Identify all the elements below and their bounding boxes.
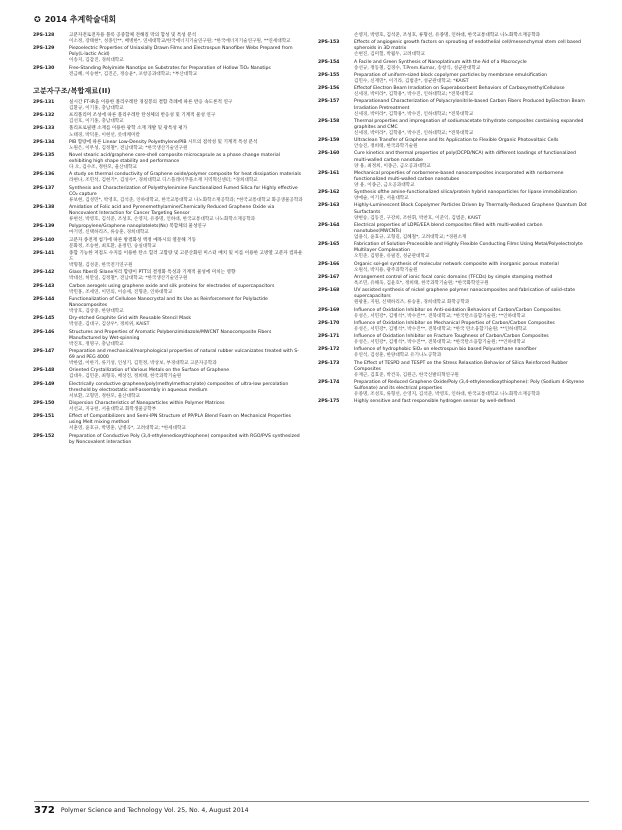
- entry-title: Preparationand Characterization of Polyacrylonitrile-based Carbon Fibers Produced byElectron Beam Irradiation Pretreatment: [354, 99, 585, 111]
- entry-id: 2PS-163: [318, 203, 340, 209]
- entry-id: 2PS-164: [318, 222, 340, 228]
- entry-authors: 박한엽, 이한기, 류기성, 인성기, 김민정, 박상보, 부경대학교 고분자공학과: [69, 361, 217, 367]
- abstract-entry: [318, 242, 588, 260]
- abstract-entry: [318, 308, 588, 320]
- entry-id: 2PS-128: [33, 33, 55, 38]
- entry-title: Oriented Crystallization of Various Metals on the Surface of Graphene: [69, 368, 230, 374]
- entry-title: Fabrication of Solution-Processible and Highly Flexible Conducting Films Using Metal/Polyelectrolyte Multilayer Complexation: [354, 242, 583, 254]
- abstract-entry: [33, 205, 303, 223]
- entry-title: Effectof Electron Beam Irradiation on Superabsorbent Behaviors of CarboxymethylCellulose: [354, 86, 565, 92]
- entry-id: 2PS-160: [318, 151, 340, 157]
- entry-authors: 서보환, 고형민, 정한모, 울산대학교: [69, 393, 140, 399]
- entry-authors: 박진호, 정명구, 충남대학교: [69, 341, 124, 347]
- entry-authors: 유성은, 서민강*, 김병석*, 박수진**, 전북대학교; *한국 탄소융합기술원; **인하대학교: [354, 326, 527, 332]
- entry-body: [354, 171, 588, 189]
- entry-id: 2PS-161: [318, 170, 340, 176]
- entry-id: 2PS-131: [33, 99, 55, 105]
- entry-title: Preparation of Conductive Poly (3,4-ethylenedioxythiophene) composited with RGO/PVS synthesized by Noncovalent interaction: [69, 433, 300, 445]
- entry-authors: 옥조민, 유해욱, 김윤호*, 정희태, 한국과학기술원; *한국화학연구원: [354, 280, 489, 286]
- abstract-entry: [318, 119, 588, 137]
- entry-authors: 김대우, 김민준, 최형욱, 배상진, 정희태, 한국과학기술원: [69, 374, 182, 380]
- entry-id: 2PS-132: [33, 113, 55, 119]
- entry-title: Piezoelectric Properties of Uniaxially Drawn Films and Electrospun Nanofiber Webs Prepared from Poly(L-lactic Acid): [69, 46, 293, 58]
- entry-title: Glass fiber와 Silane처리 함량이 PTT의 결정화 특성과 기계적 물성에 미치는 영향: [69, 270, 236, 276]
- abstract-entry: [33, 368, 303, 380]
- entry-body: [354, 308, 588, 320]
- entry-body: [354, 334, 588, 346]
- abstract-entry: [33, 46, 303, 64]
- entry-title: Effect of Compatibilizers and Semi-IPN Structure of PP/PLA Blend Foam on Mechanical Properties using Melt mixing method: [69, 414, 291, 426]
- entry-body: [69, 126, 303, 138]
- entry-title: Effects of angiogenic growth factors on sprouting of endothelial cell/mesenchymal stem cell based spheroids in 3D matrix: [354, 40, 581, 52]
- abstract-entry: [33, 238, 303, 250]
- entry-body: [69, 401, 303, 413]
- entry-body: [69, 172, 303, 184]
- entry-id: 2PS-167: [318, 274, 340, 280]
- entry-body: [69, 66, 303, 78]
- entry-body: [354, 138, 588, 150]
- entry-title: Highly sensitive and fast responsible hydrogen sensor by well-defined: [354, 399, 515, 405]
- page-number: 372: [34, 805, 55, 816]
- abstract-entry: [318, 347, 588, 359]
- entry-title: PIB 함량에 따른 Linear Low-Density Polyethylene/PIB 시트의 점착성 및 기계적 특성 분석: [69, 139, 258, 145]
- entry-body: [69, 330, 303, 348]
- entry-authors: 이소정, 장태현*, 성종인**, 배병한*, 연세대학교/한국에너지기술연구원; *한국에너지기술연구원, **연세대학교: [69, 39, 291, 45]
- entry-authors: 오원석, 박지용, 광주과학기술원: [354, 267, 418, 273]
- abstract-entry: [33, 224, 303, 236]
- entry-authors: 박성준, 김대구, 김상우*, 정희위, KAIST: [69, 322, 150, 328]
- abstract-entry: [318, 334, 588, 346]
- entry-authors: 박상호, 김상중, 한양대학교: [69, 309, 124, 315]
- entry-authors: 김선호, 이기홍, 충남대학교: [69, 119, 124, 125]
- entry-id: 2PS-149: [33, 381, 55, 387]
- abstract-entry: [33, 126, 303, 138]
- abstract-entry: [33, 382, 303, 400]
- entry-title: Synthesis and Characterization of Polyethylenimine Functionalized Fumed Silica for Highly effective CO₂ capture: [69, 185, 298, 197]
- entry-body: [69, 33, 303, 45]
- entry-body: [69, 238, 303, 250]
- abstract-entry: [33, 153, 303, 171]
- entry-id: 2PS-144: [33, 296, 55, 302]
- abstract-entry: [33, 100, 303, 112]
- entry-id: 2PS-165: [318, 242, 340, 248]
- entry-authors: 다 오, 김수조, 정한모, 울산대학교: [69, 165, 137, 171]
- entry-title: Influence of Oxidation Inhibitor on Fracture Toughness of Carbon/Carbon Composites: [354, 334, 549, 340]
- abstract-entry: [318, 223, 588, 241]
- entry-id: 2PS-157: [318, 99, 340, 105]
- entry-body: [69, 349, 303, 367]
- entry-body: [69, 205, 303, 223]
- page-footer: [34, 805, 249, 816]
- entry-title: Thermal properties and impregnation of sodiumacetate trihydrate composites containing expanded graphites and CMC: [354, 118, 584, 130]
- entry-body: [354, 288, 588, 306]
- entry-id: 2PS-166: [318, 261, 340, 267]
- entry-authors: 원팡훈, 지원, 신택하리즈, 류승훈, 경희대학교 화학공학과: [354, 300, 470, 306]
- entry-body: [354, 321, 588, 333]
- abstract-entry: [33, 270, 303, 282]
- section-heading: 고분자구조/복합재료(II): [33, 86, 111, 95]
- abstract-entry: [318, 138, 588, 150]
- abstract-entry: [318, 203, 588, 221]
- entry-body: [69, 297, 303, 315]
- entry-body: [354, 33, 588, 39]
- entry-authors: 서훈영, 윤호규, 박명훈, 남병곡*, 고려대학교; *한세대학교: [69, 426, 186, 432]
- entry-authors: 유재근, 김효준, 박건욱, 김원근, 한국신발피혁연구원: [354, 372, 459, 378]
- entry-body: [69, 284, 303, 296]
- abstract-entry: [318, 321, 588, 333]
- entry-id: 2PS-173: [318, 360, 340, 366]
- entry-title: Mechanical properties of norbornene-based nanocomposites incorporated with norbornene functionalized multi-walled carbon nanotubes: [354, 170, 564, 182]
- entry-authors: 신세경, 박미라*, 김학용*, 박수진, 인하대학교; *전북대학교: [354, 92, 474, 98]
- entry-title: Free-Standing Polyimide Nanotips on Substrates for Preparation of Hollow TiO₂ Nanotips: [69, 65, 271, 71]
- entry-id: 2PS-171: [318, 334, 340, 340]
- entry-id: 2PS-129: [33, 46, 55, 52]
- entry-title: Electrical properties of LDPE/EEA blend composites filled with multi-walled carbon nanotubes(MWCNTs): [354, 222, 543, 234]
- entry-id: 2PS-159: [318, 138, 340, 144]
- entry-title: Cure kinetics and thermal properties of poly(DCPD/NCA) with different loadings of functionalized multi-walled carbon nanotube: [354, 151, 576, 163]
- abstract-entry: [33, 401, 303, 413]
- entry-body: [69, 414, 303, 432]
- abstract-entry: [318, 275, 588, 287]
- entry-id: 2PS-139: [33, 224, 55, 230]
- page-header: [34, 14, 116, 25]
- entry-id: 2PS-158: [318, 118, 340, 124]
- entry-id: 2PS-150: [33, 400, 55, 406]
- entry-title: Influence of hydrophobic SiO₂ on electrospun bio based Polyurethane nanofiber: [354, 347, 537, 353]
- abstract-entry: [318, 33, 588, 39]
- entry-id: 2PS-146: [33, 329, 55, 335]
- abstract-entry: [33, 330, 303, 348]
- entry-authors: 서선교, 지규헌, 서울대학교 화학생물공학부: [69, 407, 157, 413]
- entry-title: Polypropylene/Graphene nanoplatelets(Ns) 복합체의 물성연구: [69, 224, 207, 230]
- entry-title: Influence of Oxidation Inhibitor on Anti-oxidation Behaviors of Carbon/Carbon Composites: [354, 307, 561, 313]
- entry-id: 2PS-151: [33, 414, 55, 420]
- entry-authors: 박민홍, 조세연, 이민의, 이승세, 진형준, 인하대학교: [69, 289, 173, 295]
- entry-authors: 유성은, 서민강*, 김병석*, 박수진**, 전북대학교; *한국탄소융합기술원; **인하대학교: [354, 313, 526, 319]
- entry-body: [69, 224, 303, 236]
- conference-title: 2014 추계학술대회: [44, 15, 117, 24]
- entry-body: [354, 262, 588, 274]
- entry-authors: 양예슬, 이기훈, 서울대학교: [354, 196, 409, 202]
- entry-id: 2PS-154: [318, 59, 340, 65]
- entry-id: 2PS-140: [33, 237, 55, 243]
- entry-body: [354, 99, 588, 117]
- entry-title: Arrangement control of ionic focal conic domains (TFCDs) by simple stamping method: [354, 274, 553, 280]
- entry-title: Ultraclean Transfer of Graphene and Its Application to Flexible Organic Photovoltaic Cells: [354, 138, 559, 144]
- entry-title: Influence of Oxidation Inhibitor on Mechanical Properties of Carbon/Carbon Composites: [354, 320, 555, 326]
- entry-id: 2PS-147: [33, 348, 55, 354]
- abstract-entry: [33, 349, 303, 367]
- entry-body: [354, 223, 588, 241]
- entry-body: [354, 275, 588, 287]
- entry-body: [354, 151, 588, 169]
- entry-authors: 류보현, 김성민*, 박영호, 김석준, 인하대학교, 한국교통대학교 나노화학소재공학과; *한국교통대학교 화공생물공학과: [69, 197, 303, 203]
- abstract-entry: [33, 33, 303, 45]
- abstract-entry: [318, 190, 588, 202]
- entry-authors: 신세경, 박미라*, 김학용*, 박수진, 인하대학교; *전북대학교: [354, 111, 474, 117]
- left-column: [33, 33, 303, 447]
- entry-authors: 문화정, 조승현, 최호환, 윤정민, 숭실대학교: [69, 243, 157, 249]
- entry-authors: 신세경, 박미라*, 김학용*, 박수진, 인하대학교; *전북대학교: [354, 130, 474, 136]
- entry-body: [69, 382, 303, 400]
- entry-title: Preparation of Reduced Graphene Oxide/Poly (3,4-ethylenedioxythiophene): Poly (Sodium 4-Styrene Sulfonate) and its electrical properties: [354, 380, 585, 392]
- entry-body: [354, 399, 588, 405]
- entry-body: [69, 153, 303, 171]
- entry-id: 2PS-130: [33, 65, 55, 71]
- abstract-entry: [318, 60, 588, 72]
- conference-logo-icon: ✪: [34, 15, 41, 24]
- entry-title: A study on thermal conductivity of Graphene oxide/polymer composite for heat dissipation materials: [69, 172, 302, 178]
- entry-authors: 노원은, 이무성, 김정철*, 전남대학교; *한국생산기술연구원: [69, 145, 188, 151]
- entry-id: 2PS-169: [318, 307, 340, 313]
- entry-id: 2PS-155: [318, 72, 340, 78]
- entry-id: 2PS-172: [318, 347, 340, 353]
- entry-title: Structures and Properties of Aromatic Polybenzimidazole/MWCNT Nanocomposite Fibers Manufactured by Wet-spinning: [69, 329, 272, 341]
- entry-authors: 양현승, 김동진, 구강희, 조한휘, 박찬호, 이준익, 김범준, KAIST: [354, 215, 481, 221]
- entry-authors: 노태경, 박덕훈, 이현선, 롯데케미칼: [69, 132, 140, 138]
- entry-authors: 안승진, 정희태, 한국과학기술원: [354, 144, 418, 150]
- entry-authors: 양 용, 최정희, 이종근, 금오공과대학교: [354, 163, 431, 169]
- entry-title: Dispersion Characteristics of Nanoparticles within Polymer Matrices: [69, 400, 225, 406]
- abstract-entry: [318, 151, 588, 169]
- entry-title: Novel stearic acid/graphene core-shell composite microcapsule as a phase change material exhibiting high shape stability and performance: [69, 152, 280, 165]
- entry-authors: 박대선, 허만일, 김정철*, 전남대학교; *한국생산기술연구원: [69, 276, 188, 282]
- entry-title: Electrically conductive graphene/poly(methylmethacrylate) composites of ultra-low percolation threshold by electrostatic self-assembly in aqueous medium: [69, 381, 289, 393]
- entry-title: 고분자전로전자용 블록 공중합체 전해질 막의 합성 및 특성 분석: [69, 33, 197, 38]
- entry-title: Organic sol-gel synthesis of molecular network composite with inorganic porous material: [354, 261, 559, 267]
- journal-citation: Polymer Science and Technology Vol. 25, No. 4, August 2014: [60, 807, 249, 814]
- entry-body: [354, 190, 588, 202]
- entry-id: 2PS-170: [318, 320, 340, 326]
- entry-title: 실시간 FT-IR을 이용한 폴리우레탄 경질봉의 결함 측례에 따른 반응 속도론적 연구: [69, 99, 233, 105]
- entry-title: Amidation of Folic acid and Pyrenemethylamine/Chemically Reduced Graphene Oxide via Noncovalent Interaction for Cancer Targeting Sensor: [69, 205, 275, 217]
- entry-authors: 마기영, 신택하리즈, 류승훈, 경희대학교: [69, 230, 149, 236]
- entry-authors: 박형철, 김성준, 한국전기연구원: [69, 263, 133, 269]
- abstract-entry: [33, 251, 303, 269]
- entry-authors: 양 용, 이종근, 금오공과대학교: [354, 183, 415, 188]
- abstract-entry: [318, 73, 588, 85]
- entry-id: [318, 33, 354, 39]
- entry-body: [69, 140, 303, 152]
- abstract-entry: [33, 140, 303, 152]
- abstract-entry: [33, 434, 303, 446]
- entry-title: Functionalization of Cellulose Nanocrystal and Its Use as Reinforcement for Polylactide Nanocomposites: [69, 296, 268, 308]
- entry-title: 손영지, 박영호, 김석준, 조성호, 류형선, 유종명, 인하대, 한국교통대학교 나노화학소재공학과: [354, 33, 541, 38]
- abstract-entry: [318, 171, 588, 189]
- entry-body: [69, 316, 303, 328]
- entry-authors: 엄용식, 윤효규, 고형길, 김혜철*, 고려대학교; *경원소재: [354, 235, 467, 241]
- entry-authors: 유연석, 김성훈, 한양대학교 유기나노공학과: [354, 353, 442, 359]
- entry-authors: 송선규, 정동철, 김경수, T.Prem.Kumar, 송창식, 성균관대학교: [354, 65, 481, 71]
- entry-body: [69, 186, 303, 204]
- entry-id: 2PS-152: [33, 433, 55, 439]
- entry-body: [354, 86, 588, 98]
- entry-id: 2PS-137: [33, 185, 55, 191]
- entry-authors: 김환규, 이기홍, 충남대학교: [69, 105, 124, 111]
- entry-authors: 오민준, 김명훈, 유필진, 성균관대학교: [354, 254, 430, 260]
- abstract-entry: [318, 380, 588, 398]
- abstract-entry: [33, 172, 303, 184]
- entry-id: 2PS-153: [318, 40, 340, 46]
- entry-id: 2PS-156: [318, 86, 340, 92]
- entry-body: [69, 251, 303, 269]
- entry-body: [69, 368, 303, 380]
- entry-body: [354, 203, 588, 221]
- entry-body: [69, 100, 303, 112]
- entry-title: 종합 기능한 저점도 수지를 이용한 탄소 힐러 고함량 및 고분산화된 미스터 배치 및 이를 이용한 고방열 고분자 컴파운드: [69, 250, 303, 263]
- abstract-entry: [33, 284, 303, 296]
- entry-title: 폴리프로필렌 소재를 이용한 광학 소재 개발 및 광특성 평가: [69, 126, 188, 132]
- entry-body: [354, 361, 588, 379]
- entry-body: [354, 242, 588, 260]
- entry-title: A Facile and Green Synthesis of Nanoplatinum with the Aid of a Macrocycle: [354, 59, 527, 65]
- entry-id: 2PS-141: [33, 250, 55, 256]
- entry-id: 2PS-175: [318, 399, 340, 405]
- entry-body: [354, 40, 588, 58]
- entry-id: 2PS-168: [318, 288, 340, 294]
- entry-id: 2PS-135: [33, 152, 55, 158]
- entry-id: 2PS-133: [33, 126, 55, 132]
- abstract-entry: [33, 414, 303, 432]
- abstract-entry: [33, 316, 303, 328]
- entry-title: Preparation and mechanical/morphological properties of natural rubber vulcanizates treated with S-69 and PEG 4000: [69, 348, 299, 360]
- abstract-entry: [318, 40, 588, 58]
- entry-authors: 김민수, 신재민*, 이기라, 김범준*, 성균관대학교; *KAIST: [354, 78, 469, 84]
- abstract-entry: [318, 399, 588, 405]
- entry-id: 2PS-138: [33, 205, 55, 210]
- entry-body: [354, 60, 588, 72]
- entry-title: Carbon aerogels using graphene oxide and silk proteins for electrodes of supercapacitors: [69, 283, 275, 289]
- footer-rule: [34, 801, 589, 802]
- entry-authors: 류현선, 박영호, 김석준, 조성호, 손영지, 유종명, 인하대, 한국교통대학교 나노화학소재공학과: [69, 217, 256, 223]
- entry-id: 2PS-162: [318, 190, 340, 196]
- entry-authors: 전금혜, 이승현*, 김진곤, 정승윤*, 포항공과대학교; *부산대학교: [69, 71, 198, 77]
- entry-title: Synthesis ofthe amine-functionalized silica/protein hybrid nanoparticles for lipase immobilization: [354, 190, 577, 196]
- entry-body: [69, 46, 303, 64]
- entry-body: [354, 73, 588, 85]
- entry-title: Highly-Luminescent Block Copolymer Particles Driven by Thermally-Reduced Graphene Quantum Dot Surfactants: [354, 203, 587, 215]
- entry-id: 2PS-174: [318, 380, 340, 386]
- abstract-entry: [318, 86, 588, 98]
- entry-body: [69, 113, 303, 125]
- abstract-entry: [33, 186, 303, 204]
- entry-title: 고분자 종전재 첨가에 따른 방결화성 액정 예목시의 열문해 거동: [69, 237, 197, 243]
- entry-authors: 유종명, 조성호, 류형선, 손영지, 김석준, 박영호, 인하대, 한국교통대학교 나노화학소재공학과: [354, 392, 541, 398]
- entry-title: Dry-etched Graphite Grid with Reusable Stencil Mask: [69, 316, 191, 322]
- entry-authors: 라현나, 조민석, 김현기*, 김성수*, 경희대학교 디스플레이푸플소재 지역혁신센터; *경희대학교: [69, 178, 258, 184]
- entry-title: The Effect of TESPD and TESPT on the Stress Relaxation Behavior of Silica Reinforced Rubber Composites: [354, 360, 568, 372]
- entry-id: 2PS-142: [33, 270, 55, 276]
- abstract-entry: [318, 262, 588, 274]
- entry-title: Preparation of uniform-sized block copolymer particles by membrane emulsification: [354, 72, 548, 78]
- entry-id: 2PS-136: [33, 172, 55, 178]
- abstract-entry: [318, 361, 588, 379]
- entry-body: [69, 270, 303, 282]
- entry-body: [354, 380, 588, 398]
- entry-authors: 이송지, 김갑진, 경희대학교: [69, 58, 124, 64]
- abstract-entry: [318, 99, 588, 117]
- entry-body: [354, 347, 588, 359]
- entry-body: [354, 119, 588, 137]
- right-column: [318, 33, 588, 407]
- entry-id: 2PS-134: [33, 139, 55, 145]
- abstract-entry: [33, 113, 303, 125]
- abstract-entry: [318, 288, 588, 306]
- entry-authors: 손현진, 김미험, 박월두, 고려대학교: [354, 52, 425, 58]
- abstract-entry: [33, 297, 303, 315]
- entry-title: 프리폴리머 조성에 따른 폴리우레탄 탄성체의 반응성 및 기계적 물성 연구: [69, 113, 216, 119]
- entry-id: 2PS-143: [33, 283, 55, 289]
- entry-authors: 유성은, 서민강*, 김병석*, 박수진**, 전북대학교; *한국탄소융합기술원; **인하대학교: [354, 340, 526, 346]
- abstract-entry: [33, 66, 303, 78]
- entry-id: 2PS-145: [33, 316, 55, 322]
- entry-id: 2PS-148: [33, 368, 55, 374]
- entry-body: [69, 434, 303, 446]
- entry-title: UV assisted synthesis of nickel graphene polymer nanocomposites and fabrication of solid-state supercapacitors: [354, 288, 576, 300]
